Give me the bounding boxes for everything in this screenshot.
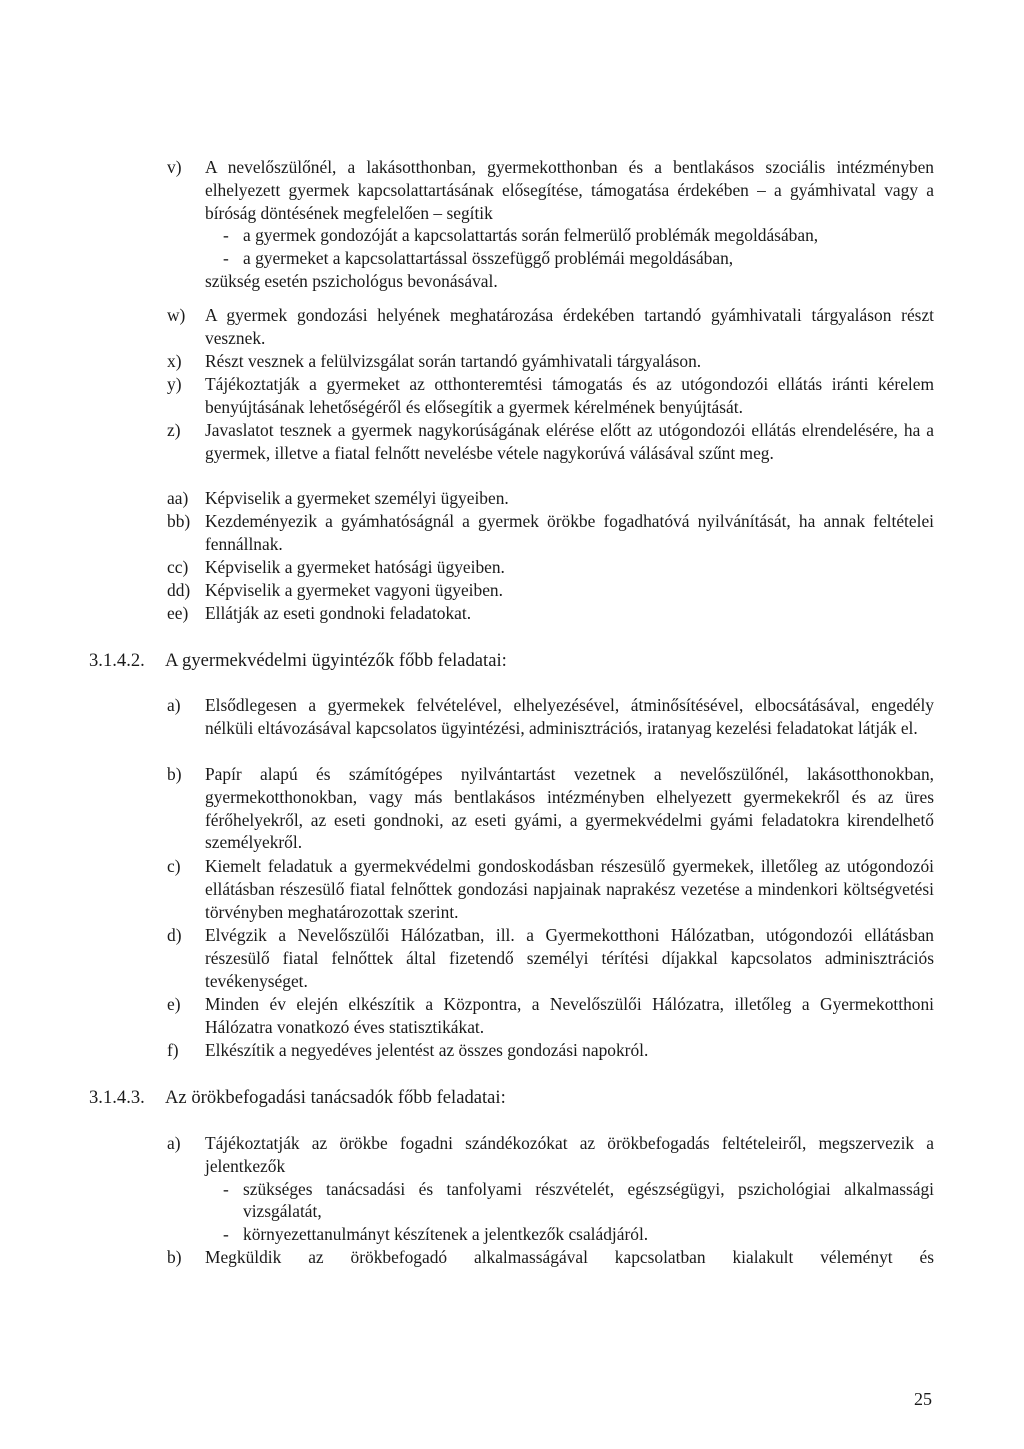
item-bb	[167, 510, 934, 556]
item-label: x)	[167, 351, 182, 371]
item-y	[167, 373, 934, 419]
item-z	[167, 419, 934, 465]
item-b-adoption	[167, 1246, 934, 1269]
item-label: v)	[167, 157, 182, 177]
item-text: Képviselik a gyermeket vagyoni ügyeiben.	[205, 580, 503, 600]
item-text: Kezdeményezik a gyámhatóságnál a gyermek örökbe fogadhatóvá nyilvánítását, ha annak feltételei fennállnak.	[205, 511, 934, 554]
item-v	[167, 156, 934, 270]
section-title: Az örökbefogadási tanácsadók főbb feladatai:	[165, 1087, 506, 1108]
item-label: bb)	[167, 511, 191, 531]
item-b	[167, 763, 934, 854]
item-text: Elkészítik a negyedéves jelentést az összes gondozási napokról.	[205, 1040, 649, 1060]
item-label: w)	[167, 305, 186, 325]
item-text: Ellátják az eseti gondnoki feladatokat.	[205, 603, 472, 623]
item-x	[167, 350, 934, 373]
section-number: 3.1.4.2.	[89, 650, 145, 671]
item-label: ee)	[167, 603, 189, 623]
item-label: cc)	[167, 557, 189, 577]
item-text: A nevelőszülőnél, a lakásotthonban, gyermekotthonban és a bentlakásos szociális intézményben elhelyezett gyermek kapcsolattartásának elősegítése, támogatása érdekében – a gyámhivatal vagy a bíróság döntésének megfelelően – segítik	[205, 157, 934, 223]
dash-item: - a gyermeket a kapcsolattartással összefüggő problémái megoldásában,	[205, 247, 934, 270]
item-text: Elsődlegesen a gyermekek felvételével, elhelyezésével, átminősítésével, elbocsátásával, engedély nélküli eltávozásával kapcsolatos ügyintézési, adminisztrációs, iratanyag kezelési feladatokat látják el.	[205, 695, 934, 738]
item-f	[167, 1039, 934, 1062]
section-number: 3.1.4.3.	[89, 1087, 145, 1108]
item-a-adoption	[167, 1132, 934, 1246]
dash-item: - a gyermek gondozóját a kapcsolattartás során felmerülő problémák megoldásában,	[205, 224, 934, 247]
item-label: e)	[167, 994, 181, 1014]
item-text: Tájékoztatják az örökbe fogadni szándékozókat az örökbefogadás feltételeiről, megszervezik a jelentkezők	[205, 1133, 934, 1176]
item-cc	[167, 556, 934, 579]
item-text: Papír alapú és számítógépes nyilvántartást vezetnek a nevelőszülőnél, lakásotthonokban, gyermekotthonokban, vagy más bentlakásos intézményben elhelyezett gyermekekről és az üres férőhelyekről, az eseti gondnoki, az eseti gyámi, a gyermekvédelmi gyámi feladatokra kirendelhető személyekről.	[205, 764, 934, 853]
item-d	[167, 924, 934, 992]
item-label: y)	[167, 374, 182, 394]
dash-item: - környezettanulmányt készítenek a jelentkezők családjáról.	[205, 1223, 934, 1246]
section-heading	[89, 1087, 506, 1110]
item-label: z)	[167, 420, 181, 440]
item-text: Minden év elején elkészítik a Központra, a Nevelőszülői Hálózatra, illetőleg a Gyermekotthoni Hálózatra vonatkozó éves statisztikákat.	[205, 994, 934, 1037]
item-e	[167, 993, 934, 1039]
item-v-after	[167, 270, 934, 293]
item-label: d)	[167, 925, 182, 945]
item-label: c)	[167, 856, 181, 876]
item-label: a)	[167, 695, 181, 715]
item-text: Részt vesznek a felülvizsgálat során tartandó gyámhivatali tárgyaláson.	[205, 351, 702, 371]
item-label: a)	[167, 1133, 181, 1153]
item-text: Képviselik a gyermeket személyi ügyeiben.	[205, 488, 509, 508]
item-text: Javaslatot tesznek a gyermek nagykorúságának elérése előtt az utógondozói ellátás elrendelésére, ha a gyermek, illetve a fiatal felnőtt nevelésbe vétele nagykorúvá válásával szűnt meg.	[205, 420, 934, 463]
item-text: Tájékoztatják a gyermeket az otthonteremtési támogatás és az utógondozói ellátás iránti kérelem benyújtásának lehetőségéről és elősegítik a gyermek kérelmének benyújtását.	[205, 374, 934, 417]
item-label: dd)	[167, 580, 191, 600]
item-ee	[167, 602, 934, 625]
item-c	[167, 855, 934, 923]
item-dd	[167, 579, 934, 602]
item-text: Képviselik a gyermeket hatósági ügyeiben.	[205, 557, 505, 577]
section-heading	[89, 650, 507, 673]
item-a	[167, 694, 934, 740]
item-label: b)	[167, 1247, 182, 1267]
page-number: 25	[914, 1389, 932, 1409]
item-text: Kiemelt feladatuk a gyermekvédelmi gondoskodásban részesülő gyermekek, illetőleg az utógondozói ellátásban részesülő fiatal felnőttek gondozási napjainak naprakész vezetése a mindenkori költségvetési törvényben meghatározottak szerint.	[205, 856, 934, 922]
section-title: A gyermekvédelmi ügyintézők főbb feladatai:	[165, 650, 507, 671]
item-text: A gyermek gondozási helyének meghatározása érdekében tartandó gyámhivatali tárgyaláson részt vesznek.	[205, 305, 934, 348]
dash-item: - szükséges tanácsadási és tanfolyami részvételét, egészségügyi, pszichológiai alkalmassági vizsgálatát,	[205, 1178, 934, 1224]
item-text: szükség esetén pszichológus bevonásával.	[205, 271, 498, 291]
item-text: Megküldik az örökbefogadó alkalmasságával kapcsolatban kialakult véleményt és	[205, 1247, 934, 1267]
item-label: f)	[167, 1040, 179, 1060]
item-label: aa)	[167, 488, 189, 508]
item-label: b)	[167, 764, 182, 784]
item-text: Elvégzik a Nevelőszülői Hálózatban, ill. a Gyermekotthoni Hálózatban, utógondozói ellátásban részesülő fiatal felnőttek által fizetendő személyi térítési díjakkal kapcsolatos adminisztrációs tevékenységet.	[205, 925, 934, 991]
item-aa	[167, 487, 934, 510]
item-w	[167, 304, 934, 350]
